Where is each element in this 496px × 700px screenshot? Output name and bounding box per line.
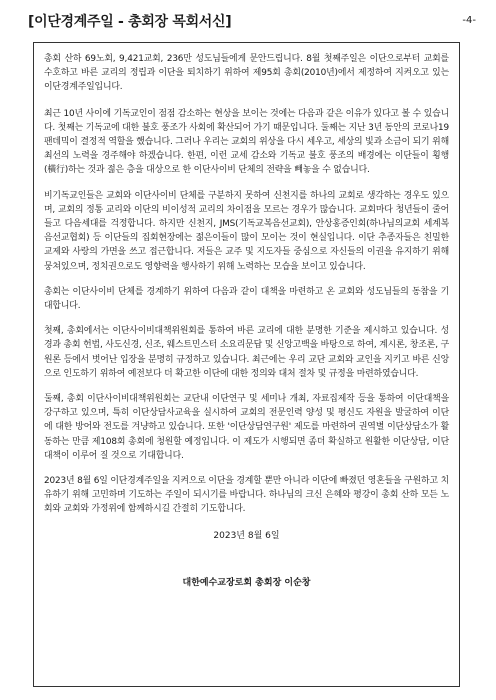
letter-date: 2023년 8월 6일 [213,530,280,541]
cult-situation-paragraph: 비기독교인들은 교회와 이단사이비 단체를 구분하지 못하여 신천지를 하나의 교회로 생각하는 경우도 있으며, 교회의 정통 교리와 이단의 비이성적 교리의 차이점을 모르는 경우가 많습니다. 교회마다 청년들이 줄어들고 다음세대를 걱정합니다. 하지만 신천지, JMS(기독교복음선교회), 안상홍증인회(하나님의교회 세계복음선교협회) 등 이단들의 집회현장에는 젊은이들이 많이 모이는 것이 현실입니다. 이단 추종자들은 친밀한 교제와 사랑의 가면을 쓰고 접근합니다. 저들은 교주 및 지도자들 중심으로 자신들의 이권을 유지하기 위해 뭉쳐있으며, 정치권으로도 영향력을 행사하기 위해 노력하는 모습을 보이고 있습니다. [44,190,449,272]
greeting-paragraph: 총회 산하 69노회, 9,421교회, 236만 성도님들에게 문안드립니다. 8월 첫째주일은 이단으로부터 교회를 수호하고 바른 교리의 정립과 이단을 퇴치하기 위하여 제95회 총회(2010년)에서 제정하여 지켜오고 있는 이단경계주일입니다. [44,54,449,93]
document-title: [이단경계주일 - 총회장 목회서신] [28,14,232,30]
page-number: -4- [462,15,476,26]
countermeasures-intro-paragraph: 총회는 이단사이비 단체를 경계하기 위하여 다음과 같이 대책을 마련하고 온 교회와 성도님들의 동참을 기대합니다. [44,286,449,312]
second-measure-paragraph: 둘째, 총회 이단사이비대책위원회는 교단내 이단연구 및 세미나 개최, 자료집제작 등을 통하여 이단대책을 강구하고 있으며, 특히 이단상담사교육을 실시하여 교회의 전문인력 양성 및 평신도 자원을 발굴하여 이단에 대한 방어와 전도를 겨냥하고 있습니다. 또한 '이단상담연구원' 제도를 마련하여 권역별 이단상담소가 활동하는 만큼 제108회 총회에 청원할 예정입니다. 이 제도가 시행되면 좀더 확실하고 원활한 이단상담, 이단대책이 이루어 질 것으로 기대합니다. [44,394,449,461]
letter-frame [33,42,460,687]
signature: 대한예수교장로회 총회장 이순창 [182,577,311,588]
closing-paragraph: 2023년 8월 6일 이단경계주일을 지켜으로 이단을 경계할 뿐만 아니라 이단에 빠졌던 영혼들을 구원하고 치유하기 위해 고민하며 기도하는 주일이 되시기를 바랍니다. 하나님의 크신 은혜와 평강이 총회 산하 모든 노회와 교회와 가정위에 함께하시길 간절히 기도합니다. [44,476,449,515]
decline-reasons-paragraph: 최근 10년 사이에 기독교인이 점점 감소하는 현상을 보이는 것에는 다음과 같은 이유가 있다고 볼 수 있습니다. 첫째는 기독교에 대한 불호 풍조가 사회에 확산되어 가기 때문입니다. 둘째는 지난 3년 동안의 코로나19 팬데믹이 결정적 역할을 했습니다. 그러나 우리는 교회의 위상을 다시 세우고, 세상의 빛과 소금이 되기 위해 최선의 노력을 경주해야 하겠습니다. 한편, 이런 교세 감소와 기독교 불호 풍조의 배경에는 이단들이 횡행(橫行)하는 것과 젊은 층을 대상으로 한 이단사이비 단체의 전략을 빼놓을 수 없습니다. [44,108,449,176]
first-measure-paragraph: 첫째, 총회에서는 이단사이비대책위원회를 통하여 바른 교리에 대한 분명한 기준을 제시하고 있습니다. 성경과 총회 헌법, 사도신경, 신조, 웨스트민스터 소요리문답 및 신앙고백을 바탕으로 하여, 계시론, 창조론, 구원론 등에서 벗어난 입장을 분명히 규정하고 있습니다. 최근에는 우리 교단 교회와 교인을 지키고 바른 신앙으로 인도하기 위하여 예전보다 더 확고한 이단에 대한 정의와 대처 절차 및 규정을 마련하였습니다. [44,326,449,379]
page-header [28,9,476,35]
